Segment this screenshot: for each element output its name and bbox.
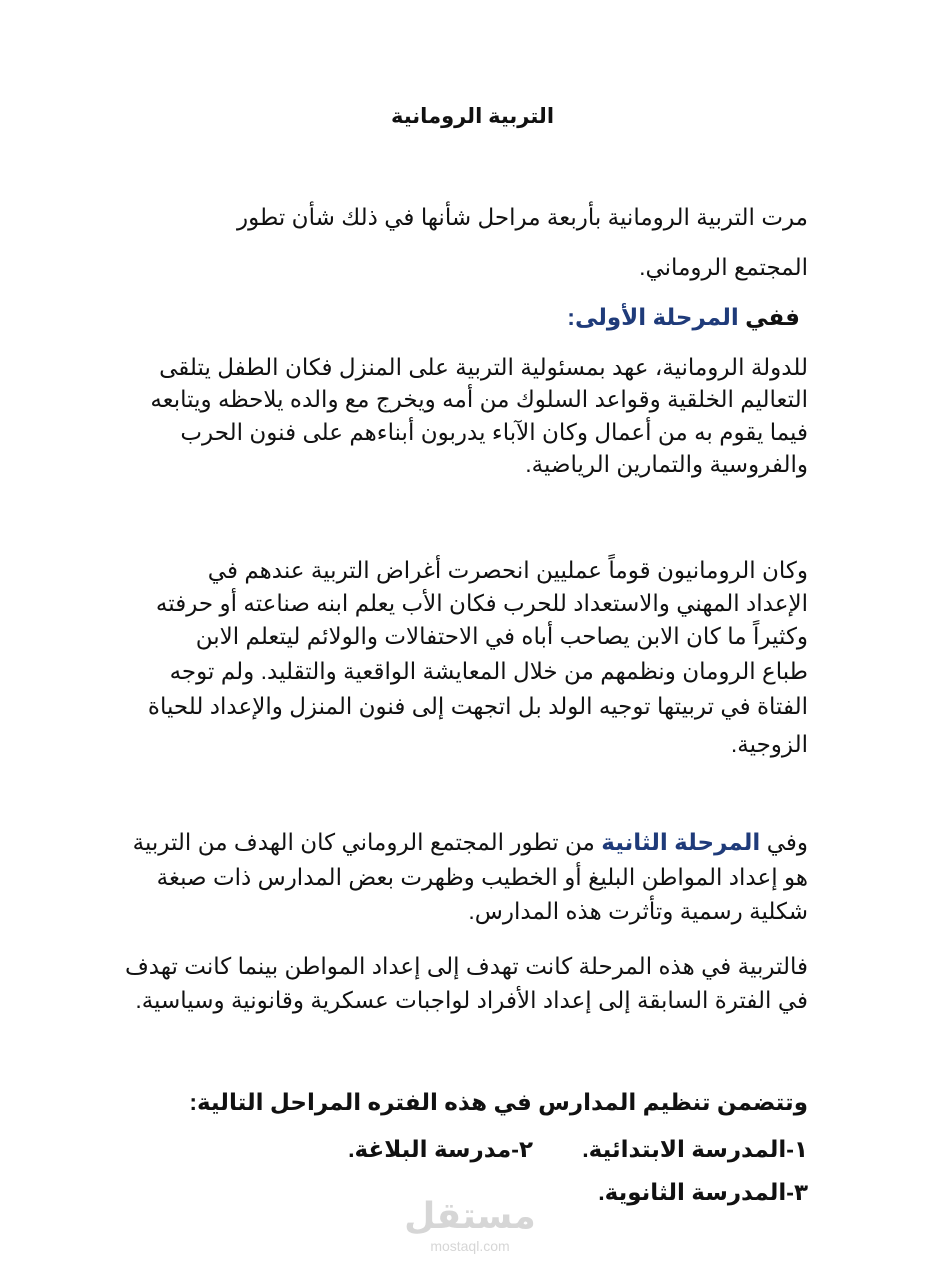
page-title: التربية الرومانية [390,105,555,128]
romans-line: الزوجية. [730,731,808,757]
stage1-line: التعاليم الخلقية وقواعد السلوك من أمه ويخرج مع والده يلاحظه ويتابعه [150,386,808,412]
school-item: ٣-المدرسة الثانوية. [598,1179,808,1205]
intro-line: مرت التربية الرومانية بأربعة مراحل شأنها في ذلك شأن تطور [237,204,808,230]
stage2-goal-line: في الفترة السابقة إلى إعداد الأفراد لواجبات عسكرية وقانونية وسياسية. [135,987,808,1013]
stage2-goal-line: فالتربية في هذه المرحلة كانت تهدف إلى إعداد المواطن بينما كانت تهدف [124,953,808,979]
schools-heading: وتتضمن تنظيم المدارس في هذه الفتره المراحل التالية: [189,1089,808,1115]
stage2-line: شكلية رسمية وتأثرت هذه المدارس. [468,898,808,924]
romans-line: وكان الرومانيون قوماً عمليين انحصرت أغراض التربية عندهم في [207,557,808,583]
romans-line: طباع الرومان ونظمهم من خلال المعايشة الواقعية والتقليد. ولم توجه [169,658,808,684]
school-item: ١-المدرسة الابتدائية. [582,1136,808,1162]
stage1-line: فيما يقوم به من أعمال وكان الآباء يدربون أبناءهم على فنون الحرب [180,419,808,445]
stage2-line [133,828,808,856]
romans-line: الفتاة في تربيتها توجيه الولد بل اتجهت إلى فنون المنزل والإعداد للحياة [147,693,808,719]
stage1-heading-highlight: المرحلة الأولى: [567,304,739,330]
stage1-heading-prefix: ففي [738,304,800,330]
stage1-heading [567,303,800,331]
watermark-site: mostaql.com [430,1238,510,1254]
stage2-line: هو إعداد المواطن البليغ أو الخطيب وظهرت بعض المدارس ذات صبغة [156,864,808,890]
romans-line: وكثيراً ما كان الابن يصاحب أباه في الاحتفالات والولائم ليتعلم الابن [195,623,808,649]
school-item: ٢-مدرسة البلاغة. [348,1136,533,1162]
stage2-prefix: وفي [760,829,808,855]
watermark-logo: مستقل [404,1195,536,1236]
intro-line: المجتمع الروماني. [639,254,808,280]
stage1-line: للدولة الرومانية، عهد بمسئولية التربية على المنزل فكان الطفل يتلقى [159,354,808,380]
stage2-rest: من تطور المجتمع الروماني كان الهدف من التربية [132,829,602,855]
stage2-highlight: المرحلة الثانية [601,829,761,855]
romans-line: الإعداد المهني والاستعداد للحرب فكان الأب يعلم ابنه صناعته أو حرفته [155,590,808,616]
stage1-line: والفروسية والتمارين الرياضية. [525,451,808,477]
